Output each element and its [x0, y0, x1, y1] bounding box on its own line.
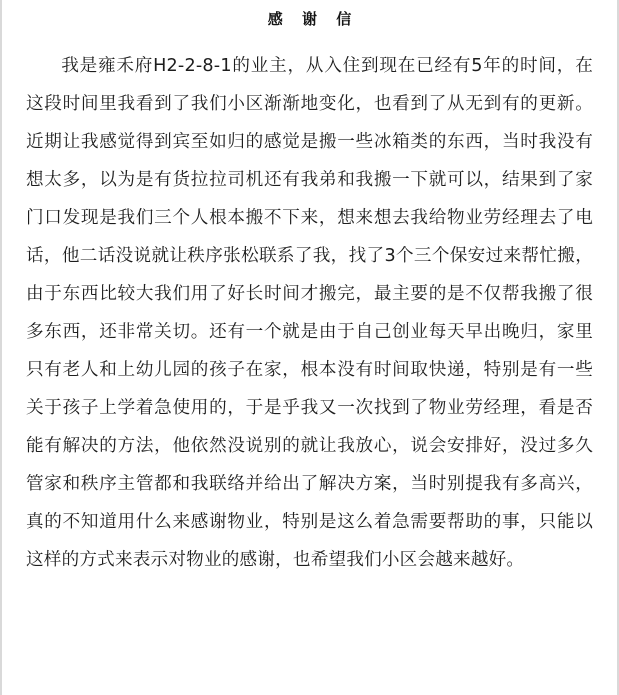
document-body [0, 35, 619, 579]
left-margin-rule [0, 0, 2, 695]
body-paragraph: 我是雍禾府H2-2-8-1的业主，从入住到现在已经有5年的时间，在这段时间里我看到了我们小区渐渐地变化，也看到了从无到有的更新。近期让我感觉得到宾至如归的感觉是搬一些冰箱类的东西，当时我没有想太多，以为是有货拉拉司机还有我弟和我搬一下就可以，结果到了家门口发现是我们三个人根本搬不下来，想来想去我给物业劳经理去了电话，他二话没说就让秩序张松联系了我，找了3个三个保安过来帮忙搬，由于东西比较大我们用了好长时间才搬完，最主要的是不仅帮我搬了很多东西，还非常关切。还有一个就是由于自己创业每天早出晚归，家里只有老人和上幼儿园的孩子在家，根本没有时间取快递，特别是有一些关于孩子上学着急使用的，于是乎我又一次找到了物业劳经理，看是否能有解决的方法，他依然没说别的就让我放心，说会安排好，没过多久管家和秩序主管都和我联络并给出了解决方案，当时别提我有多高兴，真的不知道用什么来感谢物业，特别是这么着急需要帮助的事，只能以这样的方式来表示对物业的感谢，也希望我们小区会越来越好。 [26, 56, 593, 570]
page-title: 感 谢 信 [267, 10, 359, 28]
